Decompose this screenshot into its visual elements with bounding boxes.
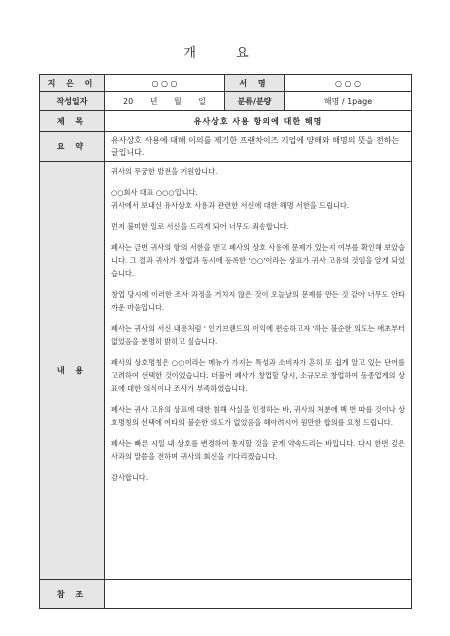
subject-label: 제 목 — [40, 111, 105, 132]
sender-intro-paragraph: ○○회사 대표 ○○○입니다. — [111, 188, 198, 197]
author-label: 지 은 이 — [40, 75, 105, 92]
signature-label: 서 명 — [225, 75, 285, 92]
regret-paragraph: 창업 당시에 이러한 조사 과정을 거치지 않은 것이 오늘날의 문제를 만든 것 같아 너무도 안타까운 마음입니다. — [111, 290, 405, 312]
signature-value: ○ ○ ○ — [285, 75, 412, 92]
reference-value — [105, 580, 412, 609]
purpose-paragraph: 귀사에서 보내신 유사상호 사용과 관련한 서신에 대한 해명 서한을 드립니다. — [111, 201, 350, 210]
settlement-request-paragraph: 폐사는 귀사 고유의 상표에 대한 침해 사실을 인정하는 바, 귀사의 처분에 백 번 따를 것이나 상호명칭의 선택에 여타의 불순한 의도가 없었음을 헤아려시어 원만한 합의를 요청 드립니다. — [111, 405, 405, 427]
investigation-paragraph: 폐사는 금번 귀사의 항의 서한을 받고 폐사의 상호 사용에 문제가 있는지 여부를 확인해 보았습니다. 그 결과 귀사가 창업과 동시에 등록한 '○○'이라는 상표가 귀사 고유의 것임을 알게 되었습니다. — [111, 243, 405, 278]
naming-reason-paragraph: 폐사의 상호명칭은 ○○이라는 메뉴가 가지는 특성과 소비자가 흔히 또 쉽게 알고 있는 단어를 고려하여 선택한 것이었습니다. 더불어 폐사가 창업할 당시, 소규모로 창업하여 동종업계의 상표에 대한 의식이나 조사가 부족하였습니다. — [111, 358, 405, 393]
content-label: 내 용 — [40, 162, 105, 580]
document-title: 개 요 — [183, 46, 267, 61]
greeting-paragraph: 귀사의 무궁한 발전을 기원합니다. — [111, 167, 218, 176]
promise-paragraph: 폐사는 빠른 시일 내 상호를 변경하여 통지할 것을 굳게 약속드리는 바입니다. 다시 한번 깊은 사과의 말씀을 전하며 귀사의 회신을 기다리겠습니다. — [111, 439, 405, 461]
date-label: 작성일자 — [40, 92, 105, 111]
category-label: 분류/분량 — [225, 92, 285, 111]
author-value: ○ ○ ○ — [105, 75, 225, 92]
apology-paragraph: 먼저 불미한 일로 서신을 드리게 되어 너무도 죄송합니다. — [111, 222, 289, 231]
category-value: 해명 / 1page — [285, 92, 412, 111]
reference-label: 참 조 — [40, 580, 105, 609]
intent-paragraph: 폐사는 귀사의 서신 내용처럼 ' 인기브랜드의 이익에 편승하고자 '하는 불순한 의도는 애초부터 없었음을 분명히 밝히고 싶습니다. — [111, 324, 405, 346]
date-value: 20 년 월 일 — [105, 92, 225, 111]
summary-form — [39, 74, 412, 609]
content-body — [105, 162, 412, 580]
summary-label: 요 약 — [40, 132, 105, 162]
closing-paragraph: 감사합니다. — [111, 473, 149, 482]
subject-value: 유사상호 사용 항의에 대한 해명 — [105, 111, 412, 132]
summary-value: 유사상호 사용에 대해 이의를 제기한 프랜차이즈 기업에 양해와 해명의 뜻을 전하는 글입니다. — [105, 132, 412, 162]
